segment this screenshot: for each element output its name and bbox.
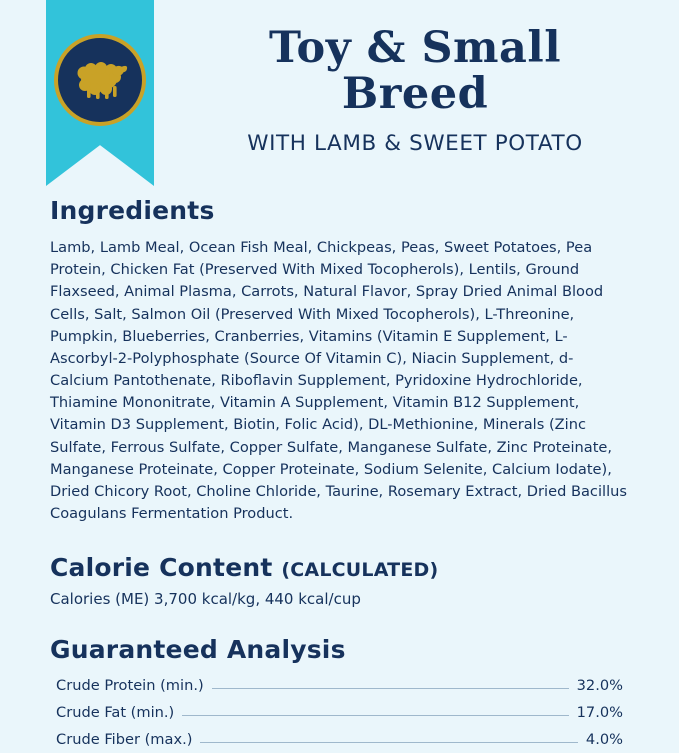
page-title bbox=[170, 23, 660, 119]
ga-label: Crude Fat (min.) bbox=[56, 703, 175, 721]
header bbox=[0, 0, 679, 192]
guaranteed-analysis-list bbox=[50, 672, 629, 753]
ga-leader-line bbox=[200, 741, 578, 743]
sheep-icon bbox=[71, 58, 129, 102]
ingredients-heading: Ingredients bbox=[50, 196, 215, 225]
calorie-content-qualifier: (CALCULATED) bbox=[281, 559, 439, 582]
ga-label: Crude Fiber (max.) bbox=[56, 730, 193, 748]
ga-leader-line bbox=[182, 714, 568, 716]
calorie-content-heading bbox=[50, 553, 629, 582]
ribbon-banner bbox=[46, 0, 154, 186]
title-line-1: Toy & Small bbox=[268, 23, 562, 73]
ga-value: 17.0% bbox=[576, 703, 623, 721]
content bbox=[0, 196, 679, 753]
seal-badge bbox=[54, 34, 146, 126]
title-block bbox=[170, 23, 660, 157]
title-line-2: Breed bbox=[341, 68, 489, 119]
table-row bbox=[56, 699, 623, 726]
calorie-content-heading-text: Calorie Content bbox=[50, 553, 273, 583]
ingredients-text: Lamb, Lamb Meal, Ocean Fish Meal, Chickpeas, Peas, Sweet Potatoes, Pea Protein, Chicken Fat (Preserved With Mixed Tocopherols), Lentils, Ground Flaxseed, Animal Plasma, Carrots, Natural Flavor, Spray Dried Animal Blood Cells, Salt, Salmon Oil (Preserved With Mixed Tocopherols), L-Threonine, Pumpkin, Blueberries, Cranberries, Vitamins (Vitamin E Supplement, L-Ascorbyl-2-Polyphosphate (Source Of Vitamin C), Niacin Supplement, d-Calcium Pantothenate, Riboflavin Supplement, Pyridoxine Hydrochloride, Thiamine Mononitrate, Vitamin A Supplement, Vitamin B12 Supplement, Vitamin D3 Supplement, Biotin, Folic Acid), DL-Methionine, Minerals (Zinc Sulfate, Ferrous Sulfate, Copper Sulfate, Manganese Sulfate, Zinc Proteinate, Manganese Proteinate, Copper Proteinate, Sodium Selenite, Calcium Iodate), Dried Chicory Root, Choline Chloride, Taurine, Rosemary Extract, Dried Bacillus Coagulans Fermentation Product. bbox=[50, 239, 627, 523]
guaranteed-analysis-section bbox=[0, 635, 679, 753]
ingredients-section bbox=[0, 196, 679, 525]
guaranteed-analysis-heading: Guaranteed Analysis bbox=[50, 634, 346, 664]
calorie-content-text: Calories (ME) 3,700 kcal/kg, 440 kcal/cup bbox=[50, 590, 361, 609]
page-subtitle: WITH LAMB & SWEET POTATO bbox=[247, 131, 583, 157]
calorie-content-section bbox=[0, 553, 679, 611]
ga-value: 4.0% bbox=[585, 730, 623, 748]
table-row bbox=[56, 672, 623, 699]
table-row bbox=[56, 726, 623, 753]
ga-leader-line bbox=[212, 687, 569, 689]
ga-label: Crude Protein (min.) bbox=[56, 676, 204, 694]
ga-value: 32.0% bbox=[576, 676, 623, 694]
